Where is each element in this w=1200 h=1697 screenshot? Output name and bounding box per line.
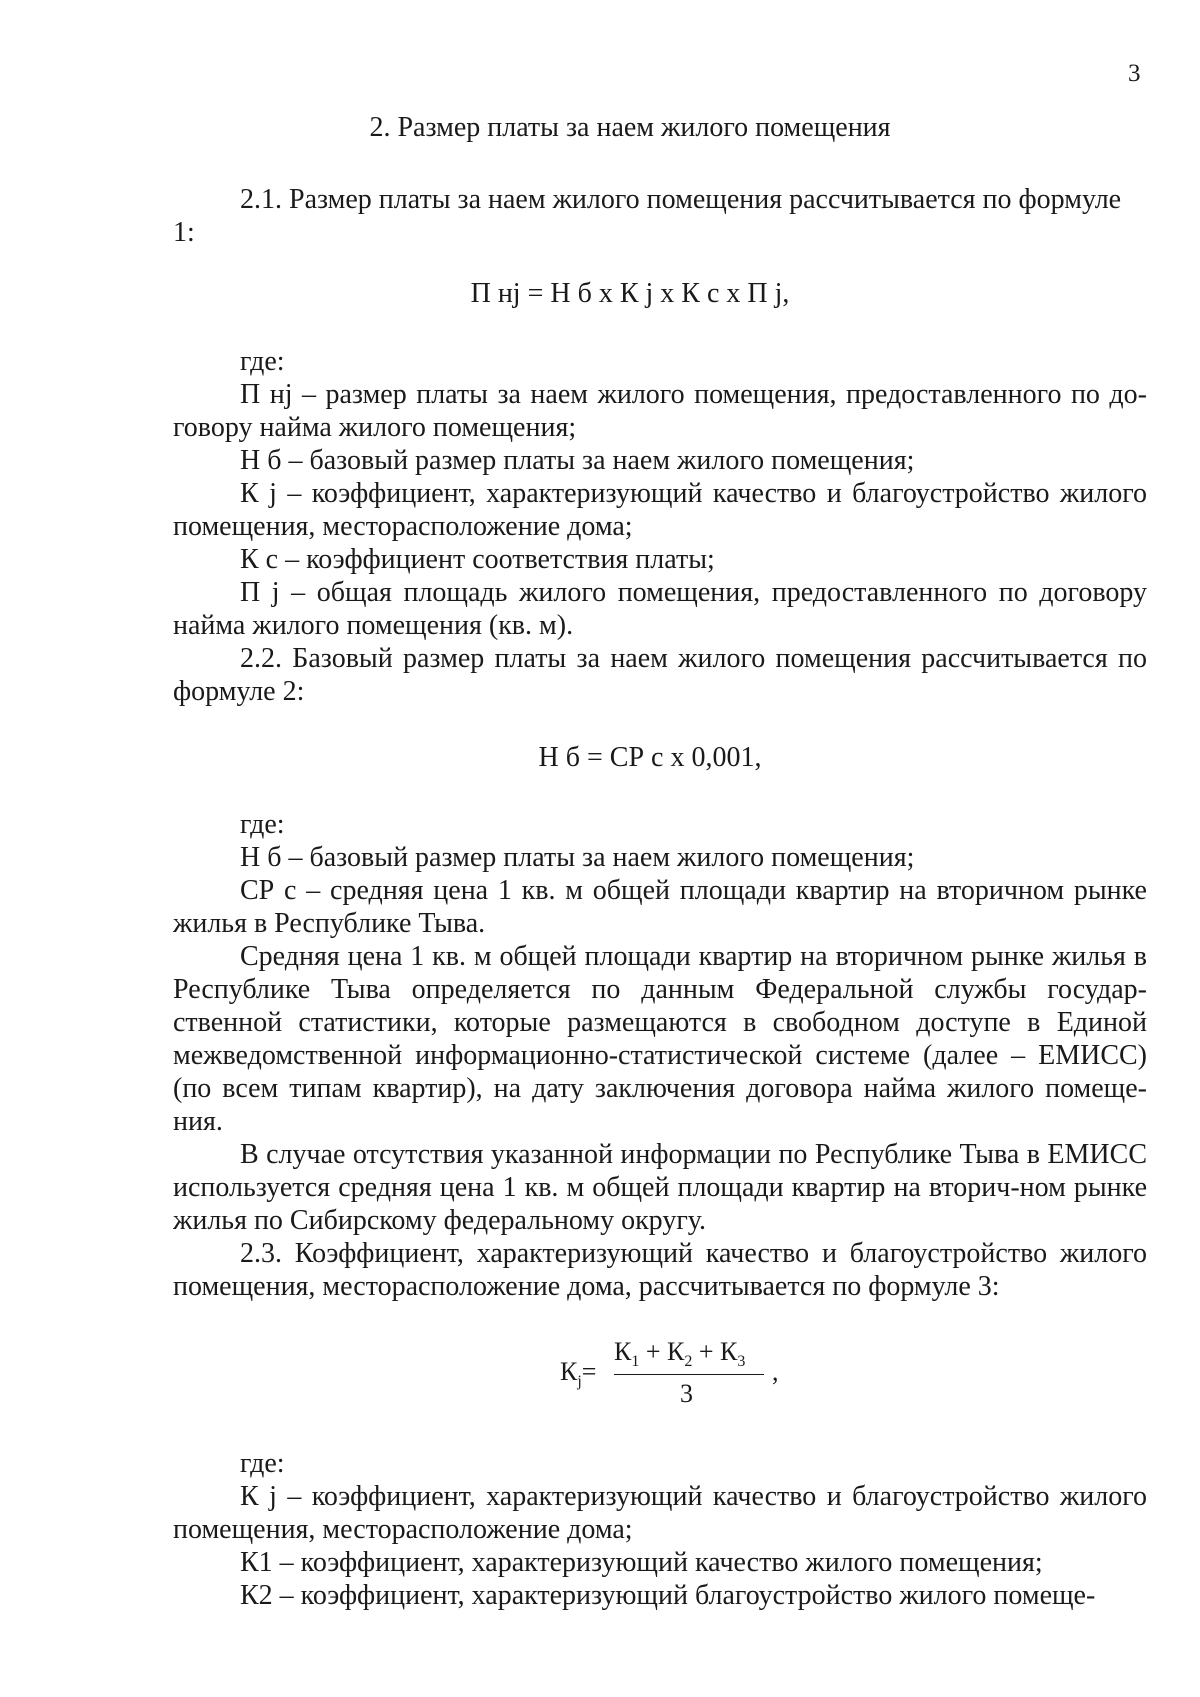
definition-pj: П j – общая площадь жилого помещения, предоставленного по договору найма жилого помещения (кв. м). bbox=[173, 577, 1147, 641]
section-heading: 2. Размер платы за наем жилого помещения bbox=[369, 112, 891, 143]
definition-pnj: П нj – размер платы за наем жилого помещения, предоставленного по до-говору найма жилого помещения; bbox=[173, 379, 1147, 443]
fraction-bar bbox=[614, 1374, 764, 1375]
definition-k1: К1 – коэффициент, характеризующий качество жилого помещения; bbox=[240, 1547, 1043, 1578]
paragraph-2-1-line1: 2.1. Размер платы за наем жилого помещения рассчитывается по формуле bbox=[240, 184, 1122, 215]
definition-kj-3: К j – коэффициент, характеризующий качество и благоустройство жилого помещения, месторасположение дома; bbox=[173, 1481, 1147, 1545]
formula-3-comma: , bbox=[772, 1357, 779, 1386]
definition-kc: К с – коэффициент соответствия платы; bbox=[240, 544, 715, 575]
definition-kj: К j – коэффициент, характеризующий качество и благоустройство жилого помещения, месторасположение дома; bbox=[173, 478, 1147, 542]
definition-k2: К2 – коэффициент, характеризующий благоустройство жилого помеще- bbox=[240, 1580, 1096, 1611]
definition-nb-2: Н б – базовый размер платы за наем жилого помещения; bbox=[240, 842, 915, 873]
formula-1: П нj = Н б х К j х К с х П j, bbox=[470, 278, 790, 309]
formula-2: Н б = СР с х 0,001, bbox=[538, 742, 762, 773]
paragraph-2-3: 2.3. Коэффициент, характеризующий качество и благоустройство жилого помещения, месторасположение дома, рассчитывается по формуле 3: bbox=[173, 1238, 1147, 1302]
definition-nb: Н б – базовый размер платы за наем жилого помещения; bbox=[240, 445, 915, 476]
formula-3-numerator: $К_1 + К_2 + К_3$ bbox=[614, 1337, 746, 1371]
paragraph-2-1-line2: 1: bbox=[173, 217, 195, 248]
where-label-3: где: bbox=[240, 1448, 285, 1479]
where-label-2: где: bbox=[240, 809, 285, 840]
page-number: 3 bbox=[1128, 60, 1141, 87]
paragraph-2-2: 2.2. Базовый размер платы за наем жилого помещения рассчитывается по формуле 2: bbox=[173, 643, 1147, 707]
paragraph-average-price: Средняя цена 1 кв. м общей площади квартир на вторичном рынке жилья в Республике Тыва определяется по данным Федеральной службы государ-ственной статистики, которые размещаются в свободном доступе в Единой межведомственной информационно-статистической системе (далее – ЕМИСС) (по всем типам квартир), на дату заключения договора найма жилого помеще-ния. bbox=[173, 941, 1147, 1137]
formula-3 bbox=[560, 1337, 800, 1417]
formula-3-denominator: 3 bbox=[680, 1379, 693, 1408]
formula-3-lhs: $К_j=$ bbox=[560, 1357, 597, 1391]
where-label-1: где: bbox=[240, 346, 285, 377]
paragraph-absence: В случае отсутствия указанной информации по Республике Тыва в ЕМИСС используется средняя цена 1 кв. м общей площади квартир на вторич-ном рынке жилья по Сибирскому федеральному округу. bbox=[173, 1139, 1147, 1236]
definition-src: СР с – средняя цена 1 кв. м общей площади квартир на вторичном рынке жилья в Республике Тыва. bbox=[173, 875, 1147, 939]
